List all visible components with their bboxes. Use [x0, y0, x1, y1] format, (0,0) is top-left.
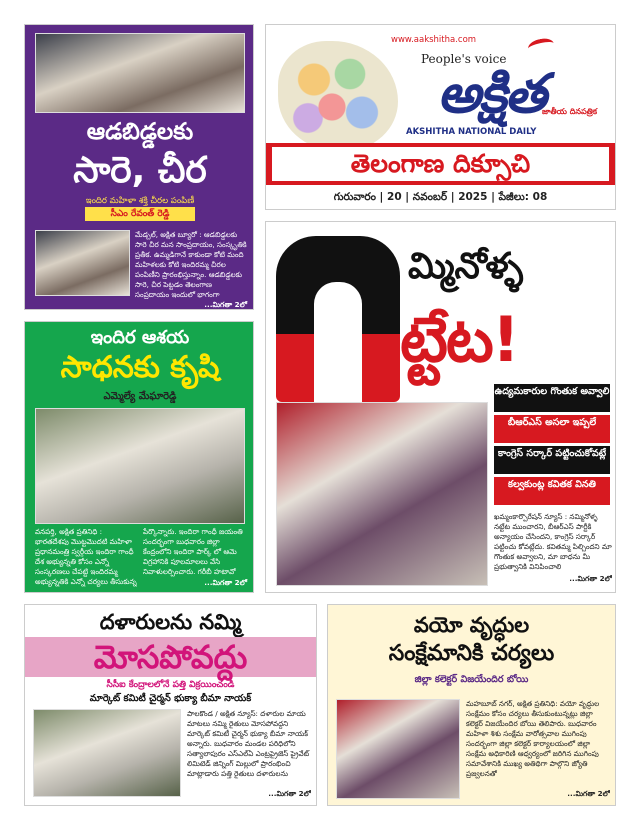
story1-sub: ఇందిర మహిళా శక్తి చీరల పంపిణీ	[85, 196, 195, 206]
story-indira-ashaya	[24, 321, 254, 593]
story3-headline-small: మ్మినోళ్ళ	[408, 246, 524, 287]
story2-body-right: పేర్కొన్నారు. ఇందిరా గాంధీ జయంతి సందర్భంగా బుధవారం జిల్లా కేంద్రంలోని ఇందిరా పార్క్ లో ఆమె విగ్రహానికి పూలమాలలు వేసి నివాళులర్పించారు. గరీబీ హటావో	[143, 527, 243, 576]
masthead-subtitle-te: జాతీయ దినపత్రిక	[542, 107, 598, 116]
section-title: తెలంగాణ దిక్సూచి	[272, 147, 609, 181]
date-line: గురువారం | 20 | నవంబర్ | 2025 | పేజీలు: 08	[333, 191, 548, 203]
story3-bullet-3: కాంగ్రెస్ సర్కార్ పట్టించుకోవట్లే	[494, 446, 610, 474]
story3-bullet-2: బీఆర్ఎస్ అసలా ఇప్పలే	[494, 415, 610, 443]
story3-headline-big: ట్టేట!	[400, 303, 519, 376]
telangana-map-icon	[278, 41, 398, 151]
story4-headline1: దళారులను నమ్మి	[99, 610, 242, 634]
story3-more: ...మిగతా 2లో	[569, 574, 612, 583]
story4-headline2: మోసపోవద్దు	[93, 638, 248, 676]
story3-big-letter-hole	[314, 282, 362, 402]
story3-bullet-4: కల్వకుంట్ల కవితక వినతి	[494, 477, 610, 505]
story2-body-left: వనపర్తి, అక్షిత ప్రతినిధి : భారతదేశపు మొట్టమొదటి మహిళా ప్రధానమంత్రి స్వర్గీయ ఇందిరా గాంధీ దేశ అభ్యున్నతి కోసం ఎన్నో సంస్కరణలు చేపట్టి ఇందిరమ్మ అభ్యున్నతికి ఎన్నో చర్యలు తీసుకున్న	[35, 527, 137, 586]
story1-more: ...మిగతా 2లో	[204, 300, 247, 309]
story-vayo-vruddhula	[327, 604, 616, 806]
story5-headline2: సంక్షేమానికి చర్యలు	[388, 641, 555, 666]
story4-body: పాలకొండ / అక్షిత న్యూస్: దళారుల మాయ మాటలు నమ్మి రైతులు మోసపోవద్దని మార్కెట్ కమిటీ చైర్మన్ భుక్యా బీమా నాయక్ అన్నారు. బుధవారం మండల పరిధిలోని సత్యాలాపురం ఎస్‌ఎల్‌ఏ ఎంట్రప్రైజెస్ ప్రైవేట్ లిమిటెడ్ జిన్నింగ్ మిల్లులో ప్రారంభించి మాట్లాడారు పత్తి రైతులు దళారులను	[187, 709, 310, 778]
masthead-url[interactable]: www.aakshitha.com	[391, 35, 477, 45]
story3-bullet-1: ఉద్యమకారుల గొంతుక అవ్వాలి	[494, 384, 610, 412]
story2-more: ...మిగతా 2లో	[204, 578, 247, 587]
story1-byline: సీఎం రేవంత్ రెడ్డి	[85, 207, 195, 221]
section-title-band	[266, 143, 615, 185]
masthead-subtitle-en: AKSHITHA NATIONAL DAILY	[406, 127, 537, 137]
story5-body: మహబూబ్ నగర్, అక్షిత ప్రతినిధి: వయో వృద్ధుల సంక్షేమం కోసం చర్యలు తీసుకుంటున్నట్లు జిల్లా కలెక్టర్ విజయేందిర బోయి తెలిపారు. బుధవారం మహిళా శిశు సంక్షేమ వారోత్సవాల ముగింపు సందర్భంగా జిల్లా కలెక్టర్ కార్యాలయంలో జిల్లా సంక్షేమ అధికారిణి ఆధ్వర్యంలో జరిగిన ముగింపు సమావేశానికి ముఖ్య అతిథిగా పాల్గొని జ్యోతి ప్రజ్వలనతో	[466, 699, 600, 778]
story5-more: ...మిగతా 2లో	[567, 789, 610, 798]
story4-more: ...మిగతా 2లో	[268, 789, 311, 798]
story5-photo	[336, 699, 460, 799]
masthead-tagline: People's voice	[421, 52, 507, 66]
story5-byline: జిల్లా కలెక్టర్ విజయేందిర బోయి	[414, 674, 529, 685]
bird-logo-icon	[527, 36, 555, 55]
story-sare-cheera	[24, 24, 254, 310]
story-mosapovaddu	[24, 604, 317, 806]
story1-headline1: ఆడబిడ్డలకు	[86, 119, 194, 145]
story2-byline: ఎమ్మెల్యే మేఘారెడ్డి	[103, 391, 177, 402]
story1-body: మేడ్చల్, అక్షిత బ్యూరో : ఆడబిడ్డలకు సారె చీర మన సాంప్రదాయం, సంస్కృతికి ప్రతీక. ఉమ్మడిగానే కాకుండా కోటి మంది మహిళలకు కోటి ఇందిరమ్మ చీరల పంపిణీని ప్రారంభిస్తున్నాం. ఆడబిడ్డలకు సారె, చీర పెట్టడం తెలంగాణ సంప్రదాయం ఇందులో భాగంగా	[135, 230, 247, 299]
story2-headline1: ఇందిర ఆశయ	[90, 327, 190, 348]
story-nattet	[265, 221, 616, 593]
story2-headline2: సాధనకు కృషి	[60, 350, 220, 385]
story1-photo-small	[35, 230, 130, 296]
story2-photo	[35, 408, 245, 524]
story4-photo	[33, 709, 181, 797]
story3-photo	[276, 402, 488, 586]
masthead-logo: అక్షిత	[437, 62, 545, 125]
story4-sub: సీసీఐ కేంద్రాలలోనే పత్తి విక్రయించండి	[106, 680, 235, 690]
masthead	[265, 24, 616, 210]
story5-headline1: వయో వృద్ధుల	[413, 613, 530, 637]
story4-byline: మార్కెట్ కమిటీ చైర్మన్ భుక్యా బీమా నాయక్	[89, 693, 252, 704]
story3-body: ఖమ్మంకార్పొరేషన్ న్యూస్ : నమ్మినోళ్ళ నట్టేట ముంచారని, బీఆర్ఎస్ పార్టీకి అన్యాయం చేసిందని, కాంగ్రెస్ సర్కార్ పట్టించు కోవట్లేదు. కవితమ్మ పిల్చిందని మా గొంతుక అవ్వాలని, మా బాధను మీ ప్రభుత్వానికి వినిపించాలి	[494, 512, 612, 571]
story1-photo	[35, 33, 245, 113]
story1-headline2: సారె, చీర	[73, 150, 207, 191]
